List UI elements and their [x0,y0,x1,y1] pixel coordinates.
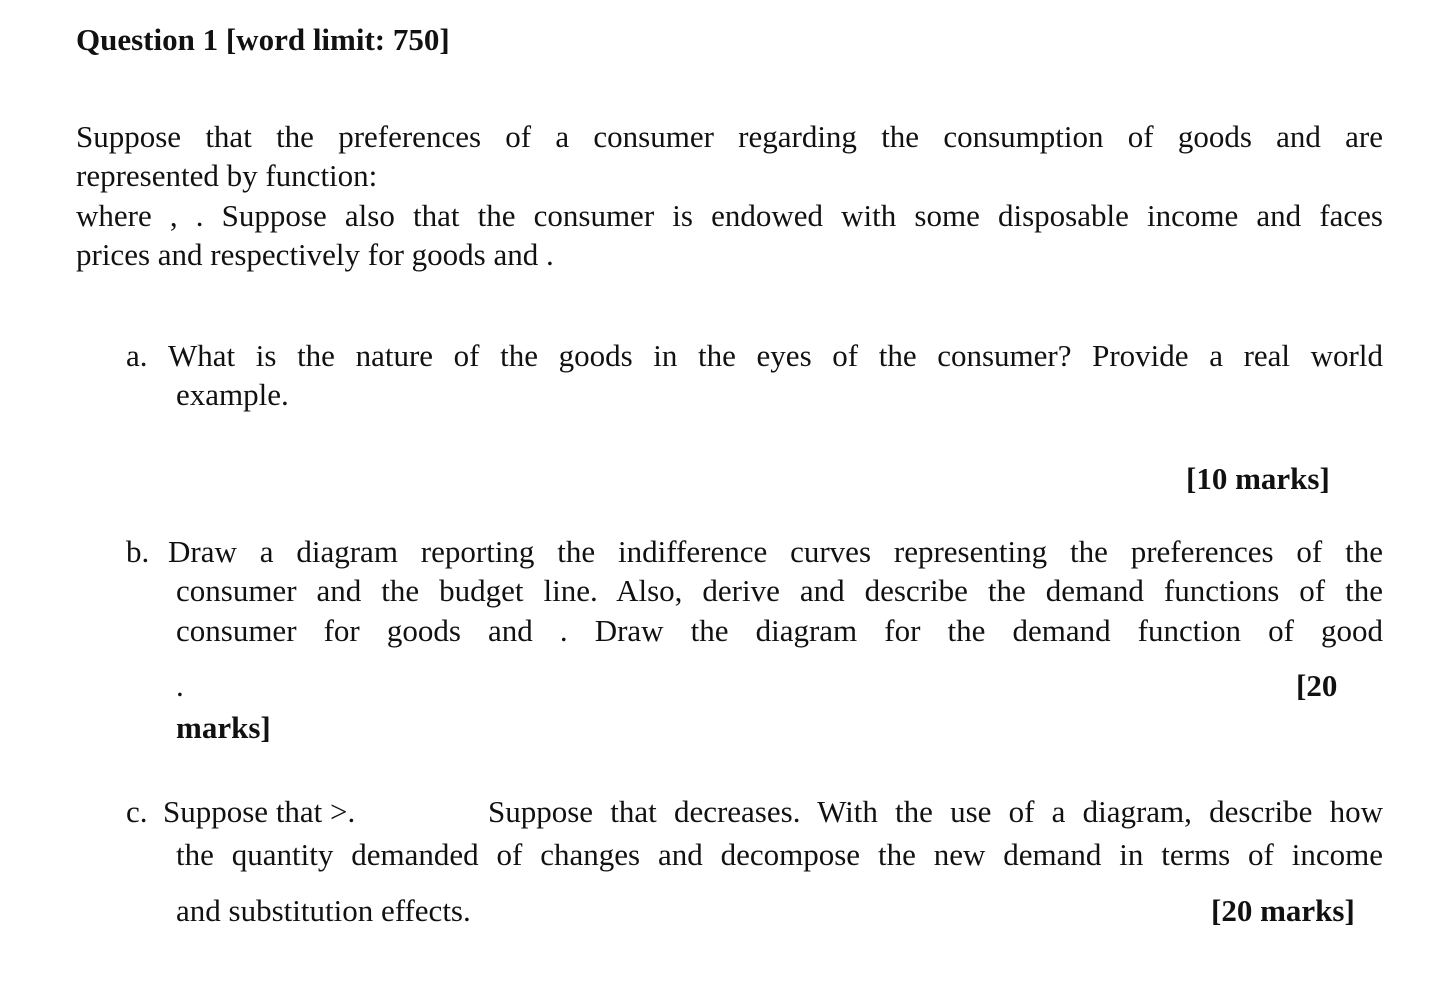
part-c-line-2: the quantity demanded of changes and decompose the new demand in terms of income [176,837,1383,872]
part-a-line-1: What is the nature of the goods in the eyes of the consumer? Provide a real world [168,338,1383,373]
part-b-line-2: consumer and the budget line. Also, derive and describe the demand functions of the [176,573,1383,608]
part-b-marks-close: marks] [176,710,271,745]
part-c-marks: [20 marks] [1211,893,1355,928]
part-a-label: a. [126,338,148,373]
intro-line-1: Suppose that the preferences of a consumer regarding the consumption of goods and are [76,119,1383,154]
part-b-label: b. [126,534,150,569]
part-b-marks-open: [20 [1296,668,1338,703]
part-c-line-1-start: Suppose that >. [163,794,356,829]
part-b-line-3: consumer for goods and . Draw the diagram for the demand function of good [176,613,1383,648]
part-b-dot: . [176,668,184,703]
intro-line-4: prices and respectively for goods and . [76,237,554,272]
part-b-line-1: Draw a diagram reporting the indifference curves representing the preferences of the [168,534,1383,569]
part-c-line-3: and substitution effects. [176,893,471,928]
question-heading: Question 1 [word limit: 750] [76,22,450,57]
part-c-label: c. [126,794,148,829]
intro-line-3: where , . Suppose also that the consumer is endowed with some disposable income and faces [76,198,1383,233]
part-a-marks: [10 marks] [1186,461,1330,496]
part-a-line-2: example. [176,377,289,412]
part-c-line-1-rest: Suppose that decreases. With the use of a diagram, describe how [488,794,1383,829]
intro-line-2: represented by function: [76,158,378,193]
